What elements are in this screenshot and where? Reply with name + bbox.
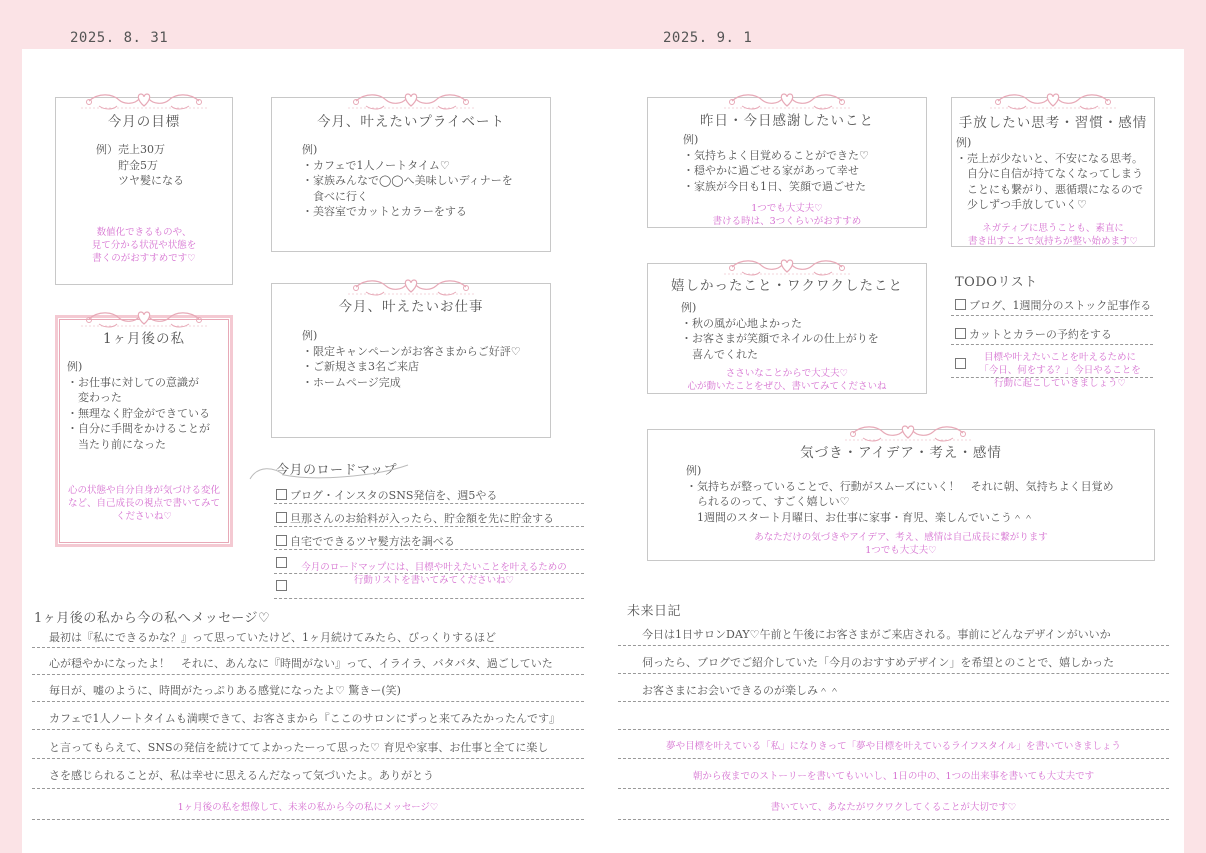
todo-tip: 目標や叶えたいことを叶えるために 「今日、何をする？」今日やることを 行動に起こしていきましょう♡: [979, 352, 1141, 389]
ruled-line: [951, 315, 1153, 316]
diary-tip: 夢や目標を叶えている「私」になりきって「夢や目標を叶えているライフスタイル」を書いていきましょう: [666, 741, 1121, 752]
ruled-line: [274, 598, 584, 599]
message-line: 心が穏やかになったよ！ それに、あんなに『時間がない』って、イライラ、バタバタ、過ごしていた: [49, 657, 553, 670]
ideas-example: 例) ・気持ちが整っていることで、行動がスムーズにいく！ それに朝、気持ちよく目覚め られるのって、すごく嬉しい♡ 1週間のスタート月曜日、お仕事に家事・育児、楽しんでいこう＾＾: [686, 464, 1114, 524]
message-line: 最初は『私にできるかな？』って思っていたけど、1ヶ月続けてみたら、びっくりするほど: [49, 631, 496, 644]
message-line: さを感じられることが、私は幸せに思えるんだなって気づいたよ。ありがとう: [49, 769, 434, 782]
ruled-line: [618, 729, 1169, 730]
roadmap-item-text: ブログ・インスタのSNS発信を、週5やる: [290, 489, 498, 502]
swash-icon: [244, 457, 414, 481]
gratitude-tip: 1つでも大丈夫♡ 書ける時は、3つくらいがおすすめ: [712, 203, 862, 227]
ideas-box: [647, 429, 1155, 561]
heart-ornament-icon: [346, 88, 476, 110]
checkbox-icon[interactable]: [276, 489, 287, 500]
happy-example: 例) ・秋の風が心地よかった ・お客さまが笑顔でネイルの仕上がりを 喜んでくれた: [681, 301, 879, 361]
private-wish-box: [271, 97, 551, 252]
todo-item[interactable]: [955, 326, 1112, 342]
diary-line: お客さまにお会いできるのが楽しみ＾＾: [642, 684, 840, 697]
planner-spread: [22, 49, 1184, 853]
ruled-line: [951, 344, 1153, 345]
gratitude-box: [647, 97, 927, 228]
ruled-line: [274, 573, 584, 574]
happy-tip: ささいなことからで大丈夫♡ 心が動いたことをぜひ、書いてみてくださいね: [687, 368, 887, 392]
ruled-line: [274, 503, 584, 504]
future-self-example: 例) ・お仕事に対しての意識が 変わった ・無理なく貯金ができている ・自分に手間をかけることが 当たり前になった: [67, 360, 210, 451]
ruled-line: [32, 701, 584, 702]
heart-ornament-icon: [988, 88, 1118, 110]
work-wish-example: 例) ・限定キャンペーンがお客さまからご好評♡ ・ご新規さま3名ご来店 ・ホームページ完成: [302, 329, 521, 389]
roadmap-item-text: 自宅でできるツヤ髪方法を調べる: [290, 535, 455, 548]
todo-title: TODOリスト: [955, 275, 1038, 290]
heart-ornament-icon: [79, 88, 209, 110]
roadmap-item-empty[interactable]: [276, 580, 290, 593]
let-go-box: [951, 97, 1155, 247]
private-wish-title: 今月、叶えたいプライベート: [316, 114, 506, 130]
todo-item-text: ブログ、1週間分のストック記事作る: [969, 299, 1152, 312]
checkbox-icon[interactable]: [955, 358, 966, 369]
roadmap-title: 今月のロードマップ: [276, 463, 397, 478]
ruled-line: [618, 701, 1169, 702]
gratitude-title: 昨日・今日感謝したいこと: [700, 113, 874, 129]
ruled-line: [951, 377, 1153, 378]
happy-box: [647, 263, 927, 394]
private-wish-example: 例) ・カフェで1人ノートタイム♡ ・家族みんなで◯◯へ美味しいディナーを 食べに行く ・美容室でカットとカラーをする: [302, 143, 513, 218]
message-line: 毎日が、嘘のように、時間がたっぷりある感覚になったよ♡ 驚きー(笑): [49, 684, 401, 697]
monthly-goal-tip: 数値化できるものや、 見て分かる状況や状態を 書くのがおすすめです♡: [91, 227, 197, 264]
message-title: 1ヶ月後の私から今の私へメッセージ♡: [34, 611, 271, 626]
message-line: と言ってもらえて、SNSの発信を続けててよかったーって思った♡ 育児や家事、お仕事と全てに楽し: [49, 741, 549, 754]
roadmap-item[interactable]: [276, 533, 455, 549]
diary-line: 伺ったら、ブログでご紹介していた「今月のおすすめデザイン」を希望とのことで、嬉しかった: [642, 656, 1115, 669]
message-line: カフェで1人ノートタイムも満喫できて、お客さまから『ここのサロンにずっと来てみたかったんです』: [49, 712, 561, 725]
ruled-line: [618, 758, 1169, 759]
ruled-line: [32, 788, 584, 789]
ideas-title: 気づき・アイデア・考え・感情: [800, 445, 1002, 461]
heart-ornament-icon: [79, 306, 209, 328]
ruled-line: [618, 819, 1169, 820]
checkbox-icon[interactable]: [955, 299, 966, 310]
work-wish-box: [271, 283, 551, 438]
let-go-tip: ネガティブに思うことも、素直に 書き出すことで気持ちが整い始めます♡: [967, 223, 1139, 247]
happy-title: 嬉しかったこと・ワクワクしたこと: [671, 278, 903, 294]
heart-ornament-icon: [843, 420, 973, 442]
let-go-example: 例) ・売上が少ないと、不安になる思考。 自分に自信が持てなくなってしまう ことにも繋がり、悪循環になるので 少しずつ手放していく♡: [956, 136, 1143, 211]
checkbox-icon[interactable]: [276, 580, 287, 591]
future-self-tip: 心の状態や自分自身が気づける変化 など、自己成長の視点で書いてみて くださいね♡: [67, 485, 220, 522]
diary-line: 今日は1日サロンDAY♡午前と午後にお客さまがご来店される。事前にどんなデザインがいいか: [642, 628, 1111, 641]
heart-ornament-icon: [722, 88, 852, 110]
left-page-date: 2025. 8. 31: [70, 30, 169, 46]
monthly-goal-box: [55, 97, 233, 285]
heart-ornament-icon: [346, 274, 476, 296]
ruled-line: [618, 788, 1169, 789]
todo-item[interactable]: [955, 297, 1151, 313]
ruled-line: [32, 758, 584, 759]
roadmap-tip: 今月のロードマップには、目標や叶えたいことを叶えるための 行動リストを書いてみてくださいね♡: [301, 562, 567, 586]
diary-tip: 書いていて、あなたがワクワクしてくることが大切です♡: [770, 802, 1017, 813]
ruled-line: [618, 673, 1169, 674]
ruled-line: [32, 819, 584, 820]
ruled-line: [32, 647, 584, 648]
monthly-goal-title: 今月の目標: [107, 114, 181, 130]
right-page-date: 2025. 9. 1: [663, 30, 753, 46]
roadmap-item-text: 旦那さんのお給料が入ったら、貯金額を先に貯金する: [290, 512, 554, 525]
ruled-line: [618, 645, 1169, 646]
todo-item-text: カットとカラーの予約をする: [969, 328, 1112, 341]
future-diary-title: 未来日記: [627, 604, 682, 619]
ruled-line: [32, 729, 584, 730]
gratitude-example: 例) ・気持ちよく目覚めることができた♡ ・穏やかに過ごせる家があって幸せ ・家族が今日も1日、笑顔で過ごせた: [683, 133, 869, 193]
message-tip: 1ヶ月後の私を想像して、未来の私から今の私にメッセージ♡: [177, 802, 439, 813]
checkbox-icon[interactable]: [276, 512, 287, 523]
heart-ornament-icon: [722, 254, 852, 276]
let-go-title: 手放したい思考・習慣・感情: [958, 115, 1148, 131]
roadmap-item[interactable]: [276, 510, 554, 526]
future-self-title: 1ヶ月後の私: [102, 331, 186, 347]
diary-tip: 朝から夜までのストーリーを書いてもいいし、1日の中の、1つの出来事を書いても大丈夫です: [692, 771, 1095, 782]
ruled-line: [32, 674, 584, 675]
checkbox-icon[interactable]: [276, 535, 287, 546]
monthly-goal-example: 例）売上30万 貯金5万 ツヤ髪になる: [96, 143, 184, 187]
roadmap-item[interactable]: [276, 487, 497, 503]
ruled-line: [274, 526, 584, 527]
checkbox-icon[interactable]: [955, 328, 966, 339]
future-self-box: [55, 315, 233, 547]
work-wish-title: 今月、叶えたいお仕事: [338, 299, 484, 315]
ruled-line: [274, 549, 584, 550]
ideas-tip: あなただけの気づきやアイデア、考え、感情は自己成長に繋がります 1つでも大丈夫♡: [754, 532, 1048, 556]
